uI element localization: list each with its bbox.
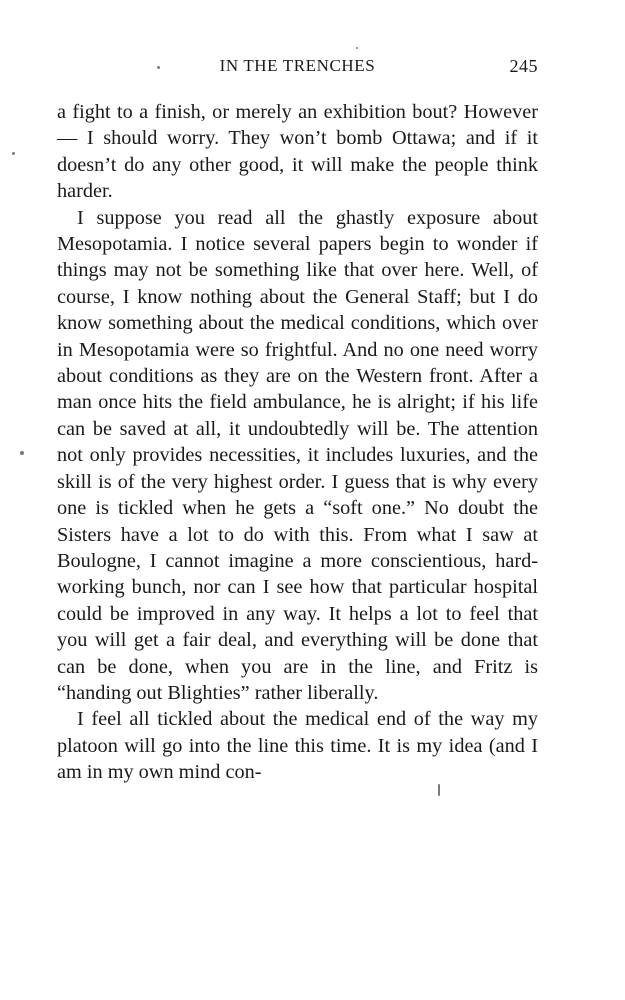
speck bbox=[12, 152, 15, 155]
paragraph-3: I feel all tickled about the medical end of the way my platoon will go into the line this time. It is my idea (and I am in my own mind con- bbox=[57, 708, 538, 784]
paragraph-1: a fight to a finish, or merely an exhibition bout? However — I should worry. They won’t bomb Ottawa; and if it doesn’t do any other good, it will make the people think harder. bbox=[57, 101, 538, 203]
body-text bbox=[57, 99, 538, 786]
speck bbox=[356, 47, 358, 49]
speck bbox=[157, 66, 160, 69]
page-number: 245 bbox=[509, 56, 538, 76]
running-title: IN THE TRENCHES bbox=[219, 56, 376, 75]
speck bbox=[438, 784, 440, 796]
paragraph-2: I suppose you read all the ghastly exposure about Mesopotamia. I notice several papers begin to wonder if things may not be something like that over here. Well, of course, I know nothing about the General Staff; but I do know something about the medical conditions, which over in Mesopotamia were so frightful. And no one need worry about conditions as they are on the Western front. After a man once hits the field ambulance, he is alright; if his life can be saved at all, it undoubtedly will be. The attention not only provides necessities, it includes luxuries, and the skill is of the very highest order. I guess that is why every one is tickled when he gets a “soft one.” No doubt the Sisters have a lot to do with this. From what I saw at Boulogne, I cannot imagine a more conscientious, hard-working bunch, nor can I see how that particular hospital could be improved in any way. It helps a lot to feel that you will get a fair deal, and everything will be done that can be done, when you are in the line, and Fritz is “handing out Blighties” rather liberally. bbox=[57, 206, 538, 704]
running-head bbox=[57, 56, 538, 82]
speck bbox=[20, 451, 24, 455]
